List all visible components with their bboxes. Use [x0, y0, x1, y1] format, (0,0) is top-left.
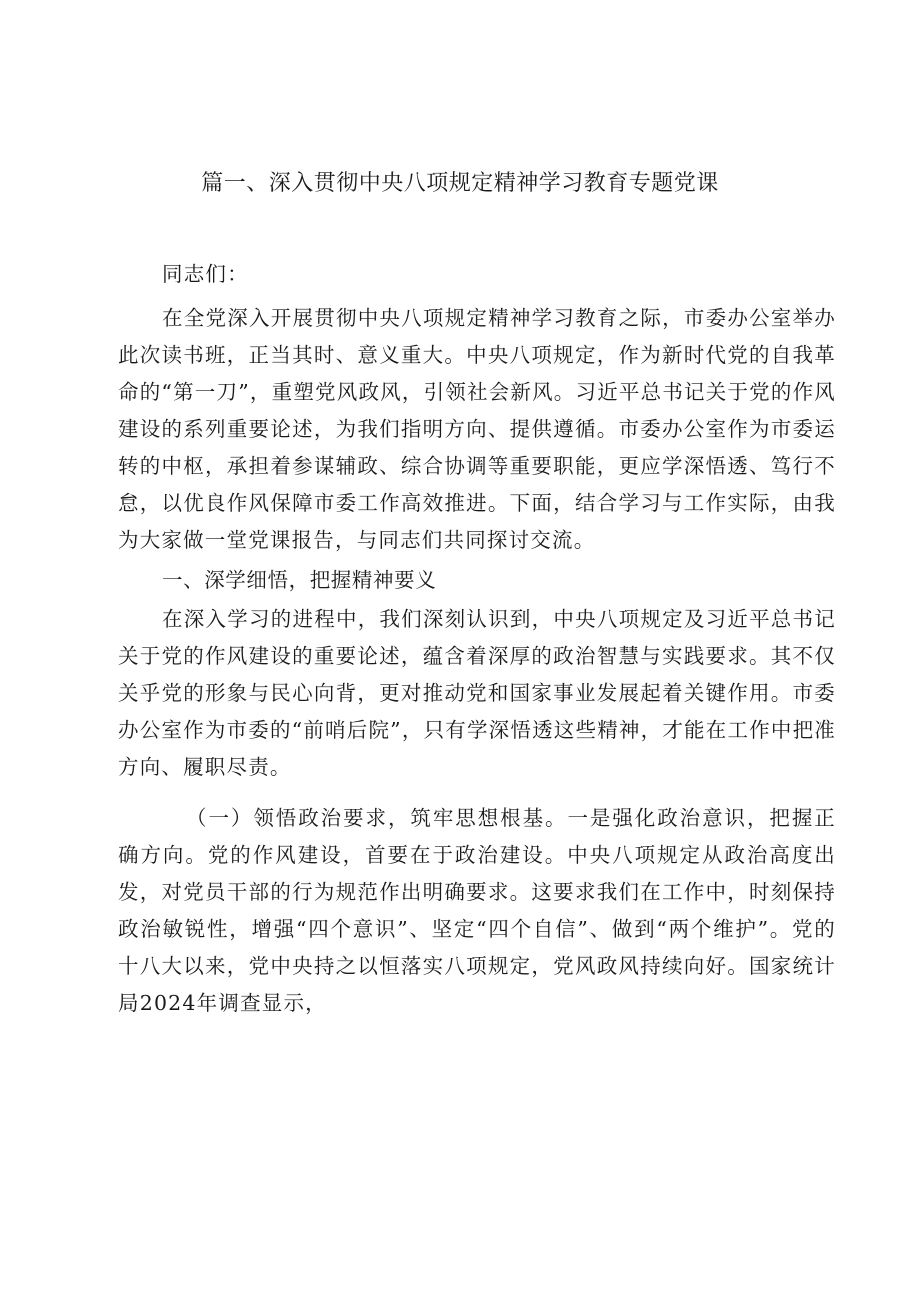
section-paragraph: 在深入学习的进程中，我们深刻认识到，中央八项规定及习近平总书记关于党的作风建设的重要论述，蕴含着深厚的政治智慧与实践要求。其不仅关乎党的形象与民心向背，更对推动党和国家事业发展起着关键作用。市委办公室作为市委的“前哨后院”，只有学深悟透这些精神，才能在工作中把准方向、履职尽责。	[118, 607, 836, 779]
section-heading: 一、深学细悟，把握精神要义	[162, 568, 437, 592]
intro-paragraph: 在全党深入开展贯彻中央八项规定精神学习教育之际，市委办公室举办此次读书班，正当其时、意义重大。中央八项规定，作为新时代党的自我革命的“第一刀”，重塑党风政风，引领社会新风。习近平总书记关于党的作风建设的系列重要论述，为我们指明方向、提供遵循。市委办公室作为市委运转的中枢，承担着参谋辅政、综合协调等重要职能，更应学深悟透、笃行不怠，以优良作风保障市委工作高效推进。下面，结合学习与工作实际，由我为大家做一堂党课报告，与同志们共同探讨交流。	[118, 306, 836, 552]
document-title: 篇一、深入贯彻中央八项规定精神学习教育专题党课	[201, 171, 719, 196]
subsection-paragraph: （一）领悟政治要求，筑牢思想根基。一是强化政治意识，把握正确方向。党的作风建设，首要在于政治建设。中央八项规定从政治高度出发，对党员干部的行为规范作出明确要求。这要求我们在工作中，时刻保持政治敏锐性，增强“四个意识”、坚定“四个自信”、做到“两个维护”。党的十八大以来，党中央持之以恒落实八项规定，党风政风持续向好。国家统计局2024年调查显示，	[118, 806, 836, 1015]
document-body	[118, 256, 836, 1022]
greeting: 同志们：	[162, 262, 249, 286]
